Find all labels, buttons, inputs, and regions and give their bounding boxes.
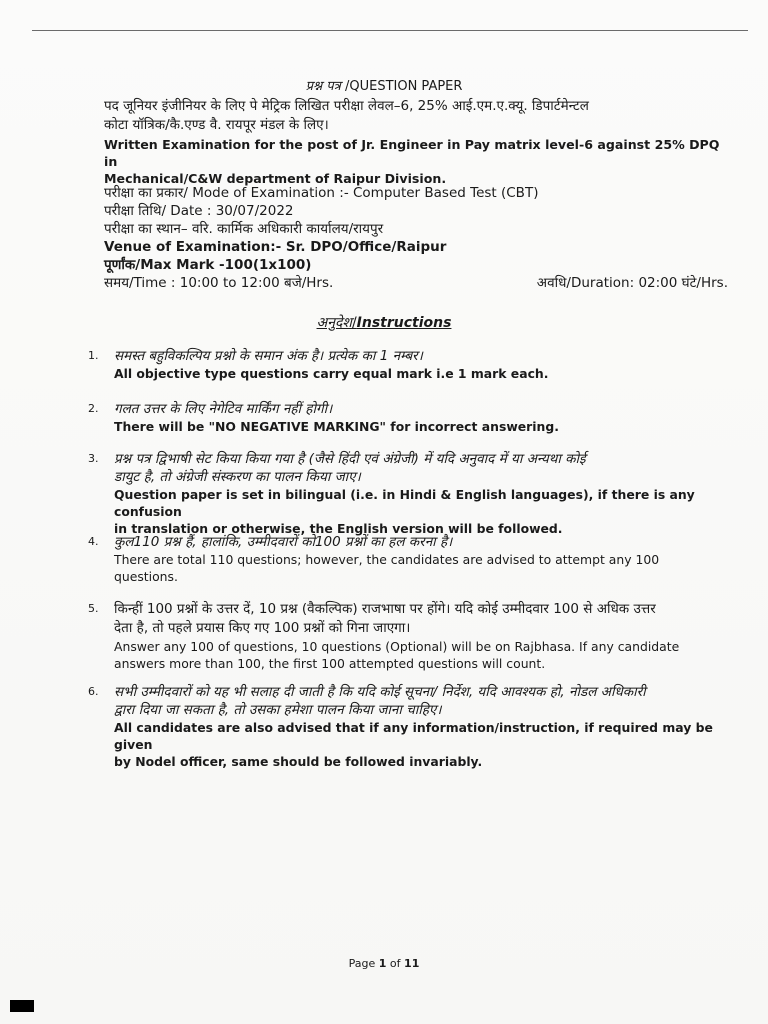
instruction-item [88,683,730,770]
exam-duration: अवधि/Duration: 02:00 घंटे/Hrs. [536,275,728,291]
intro-section [104,97,728,187]
instruction-english-line: All candidates are also advised that if any information/instruction, if required may be given [114,720,713,752]
venue-hindi: परीक्षा का स्थान– वरि. कार्मिक अधिकारी कार्यालय/रायपुर [104,221,384,237]
title-english: QUESTION PAPER [349,79,463,94]
venue-english: Venue of Examination:- Sr. DPO/Office/Raipur [104,239,447,255]
instruction-hindi-line: सभी उम्मीदवारों को यह भी सलाह दी जाती है कि यदि कोई सूचना/ निर्देश, यदि आवश्यक हो, नोडल अधिकारी [114,684,646,700]
instruction-english-line: questions. [114,569,178,584]
instruction-number: 2. [88,402,99,415]
instruction-english-line: Question paper is set in bilingual (i.e. in Hindi & English languages), if there is any confusion [114,487,695,519]
instruction-item [88,347,730,382]
mode-of-examination: परीक्षा का प्रकार/ Mode of Examination :- Computer Based Test (CBT) [104,185,539,201]
instruction-hindi-line: डायुट है, तो अंग्रेजी संस्करण का पालन किया जाए। [114,469,361,485]
instruction-number: 1. [88,349,99,362]
intro-hindi-line-1: पद जूनियर इंजीनियर के लिए पे मेट्रिक लिखित परीक्षा लेवल–6, 25% आई.एम.ए.क्यू. डिपार्टमेन्टल [104,98,589,114]
instructions-heading-hindi: अनुदेश [316,315,352,331]
instruction-english-line: in translation or otherwise, the English version will be followed. [114,521,563,536]
instruction-number: 5. [88,602,99,615]
scan-mark [10,1000,34,1012]
instruction-number: 4. [88,535,99,548]
instruction-item [88,400,730,435]
instruction-item [88,450,730,537]
instruction-hindi-line: गलत उत्तर के लिए नेगेटिव मार्किंग नहीं होगी। [114,401,333,417]
instruction-number: 6. [88,685,99,698]
exam-meta-section [104,184,728,292]
page-number [0,957,768,970]
instruction-hindi-line: समस्त बहुविकल्पिय प्रश्नो के समान अंक है। प्रत्येक का 1 नम्बर। [114,348,423,364]
top-border-line [32,30,748,31]
max-mark: पूर्णांक/Max Mark -100(1x100) [104,257,312,273]
page-prefix: Page [348,957,379,970]
exam-time: समय/Time : 10:00 to 12:00 बजे/Hrs. [104,275,334,291]
page-total: 11 [404,957,420,970]
instruction-hindi-line: कुल110 प्रश्न हैं, हालांकि, उम्मीदवारों को100 प्रश्नों का हल करना है। [114,534,453,550]
instructions-heading-english: Instructions [356,315,452,331]
instruction-item [88,600,730,672]
instruction-number: 3. [88,452,99,465]
instruction-hindi-line: प्रश्न पत्र द्विभाषी सेट किया किया गया है (जैसे हिंदी एवं अंग्रेजी) में यदि अनुवाद में या अन्यथा कोई [114,451,586,467]
title-hindi: प्रश्न पत्र [305,79,341,94]
page-current: 1 [378,957,387,970]
title-separator: / [340,79,350,94]
instruction-english-line: answers more than 100, the first 100 attempted questions will count. [114,656,546,671]
instruction-english-line: Answer any 100 of questions, 10 questions (Optional) will be on Rajbhasa. If any candidate [114,639,680,654]
page-mid: of [386,957,405,970]
instruction-hindi-line: देता है, तो पहले प्रयास किए गए 100 प्रश्नों को गिना जाएगा। [114,620,411,636]
intro-english-line-1: Written Examination for the post of Jr. Engineer in Pay matrix level-6 against 25% DPQ in [104,137,720,169]
instruction-english-line: There will be "NO NEGATIVE MARKING" for incorrect answering. [114,419,559,434]
instruction-english-line: There are total 110 questions; however, the candidates are advised to attempt any 100 [114,552,660,567]
instruction-hindi-line: किन्हीं 100 प्रश्नों के उत्तर दें, 10 प्रश्न (वैकल्पिक) राजभाषा पर होंगे। यदि कोई उम्मीदवार 100 से अधिक उत्तर [114,601,656,617]
instructions-heading [0,313,768,332]
intro-hindi-line-2: कोटा यॉत्रिक/कै.एण्ड वै. रायपूर मंडल के लिए। [104,117,329,133]
time-row [104,274,728,292]
instruction-item [88,533,730,585]
exam-date: परीक्षा तिथि/ Date : 30/07/2022 [104,203,294,219]
document-title [0,76,768,94]
instruction-hindi-line: द्वारा दिया जा सकता है, तो उसका हमेशा पालन किया जाना चाहिए। [114,702,442,718]
instruction-english-line: All objective type questions carry equal mark i.e 1 mark each. [114,366,549,381]
instructions-heading-separator: / [351,315,357,331]
intro-english-line-2: Mechanical/C&W department of Raipur Division. [104,171,447,186]
instruction-english-line: by Nodel officer, same should be followed invariably. [114,754,483,769]
